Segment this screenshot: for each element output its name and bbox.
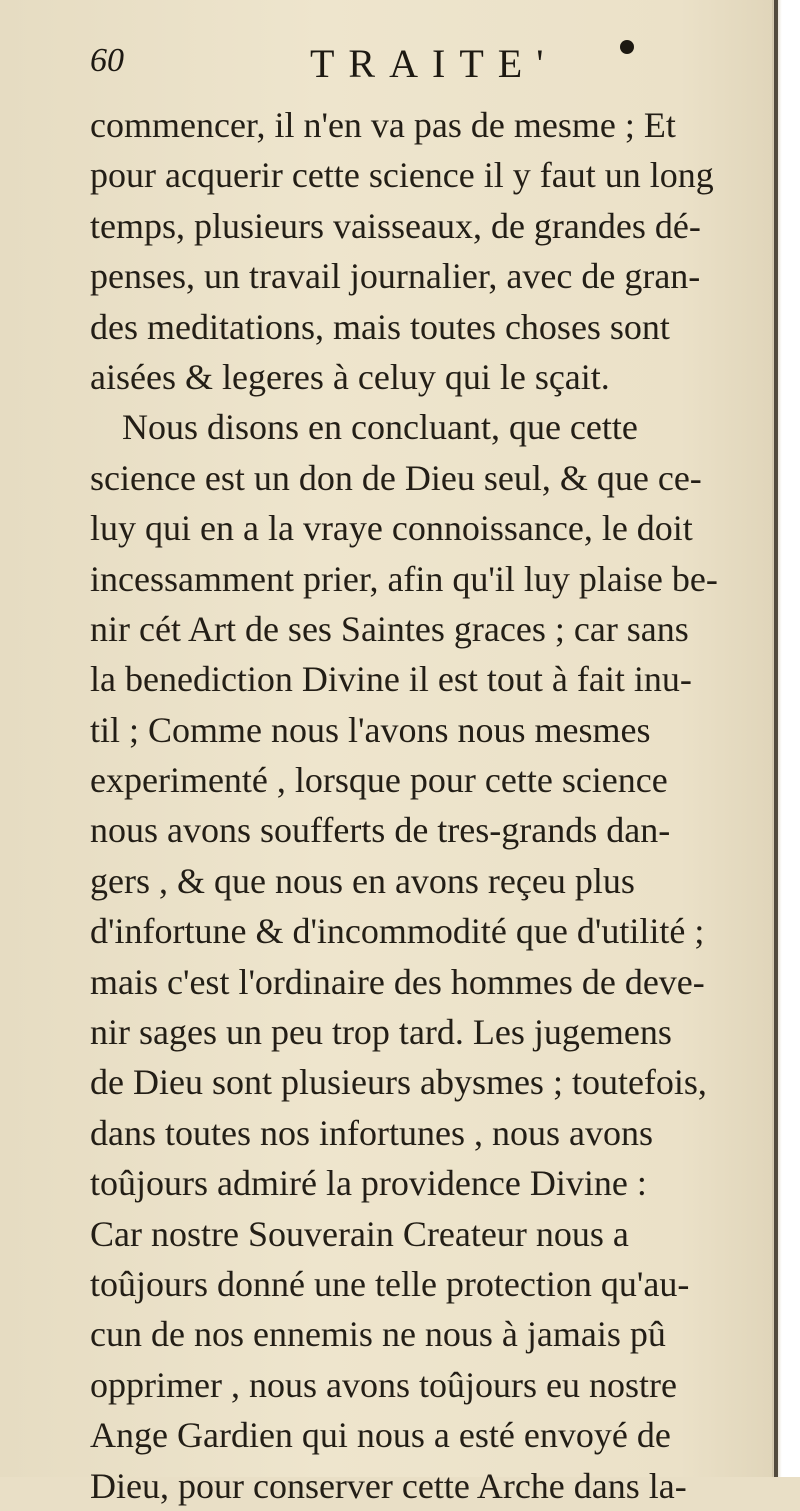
page-number: 60 <box>90 42 124 79</box>
text-line: nir sages un peu trop tard. Les jugemens <box>90 1012 672 1053</box>
text-line: Car nostre Souverain Createur nous a <box>90 1213 629 1254</box>
text-line: science est un don de Dieu seul, & que ce- <box>90 457 702 498</box>
ink-spot <box>620 40 634 54</box>
text-line: gers , & que nous en avons reçeu plus <box>90 860 635 901</box>
text-line: penses, un travail journalier, avec de gran- <box>90 256 701 297</box>
text-line: nous avons soufferts de tres-grands dan- <box>90 810 671 851</box>
text-line: mais c'est l'ordinaire des hommes de deve- <box>90 961 705 1002</box>
text-line: Ange Gardien qui nous a esté envoyé de <box>90 1415 671 1456</box>
text-line: incessamment prier, afin qu'il luy plaise be- <box>90 558 718 599</box>
page-header <box>90 40 750 100</box>
body-text <box>90 100 770 1511</box>
text-line: d'infortune & d'incommodité que d'utilité ; <box>90 911 705 952</box>
binding-edge <box>774 0 778 1477</box>
text-line: experimenté , lorsque pour cette science <box>90 760 668 801</box>
text-line: aisées & legeres à celuy qui le sçait. <box>90 356 610 397</box>
text-line: pour acquerir cette science il y faut un long <box>90 155 714 196</box>
text-line: toûjours donné une telle protection qu'au- <box>90 1263 690 1304</box>
running-title: TRAITE' <box>310 41 558 86</box>
text-line: nir cét Art de ses Saintes graces ; car sans <box>90 608 689 649</box>
text-line: de Dieu sont plusieurs abysmes ; toutefois, <box>90 1062 707 1103</box>
text-line: toûjours admiré la providence Divine : <box>90 1163 647 1204</box>
text-line: til ; Comme nous l'avons nous mesmes <box>90 709 651 750</box>
text-line: la benediction Divine il est tout à fait inu- <box>90 659 692 700</box>
text-line: opprimer , nous avons toûjours eu nostre <box>90 1364 677 1405</box>
text-line: luy qui en a la vraye connoissance, le doit <box>90 508 693 549</box>
text-line: temps, plusieurs vaisseaux, de grandes dé- <box>90 205 701 246</box>
text-line: commencer, il n'en va pas de mesme ; Et <box>90 105 676 145</box>
paragraph-start-line: Nous disons en concluant, que cette <box>122 407 638 448</box>
text-line: Dieu, pour conserver cette Arche dans la- <box>90 1465 687 1506</box>
text-line: cun de nos ennemis ne nous à jamais pû <box>90 1314 666 1355</box>
text-line: des meditations, mais toutes choses sont <box>90 306 670 347</box>
text-line: dans toutes nos infortunes , nous avons <box>90 1112 653 1153</box>
